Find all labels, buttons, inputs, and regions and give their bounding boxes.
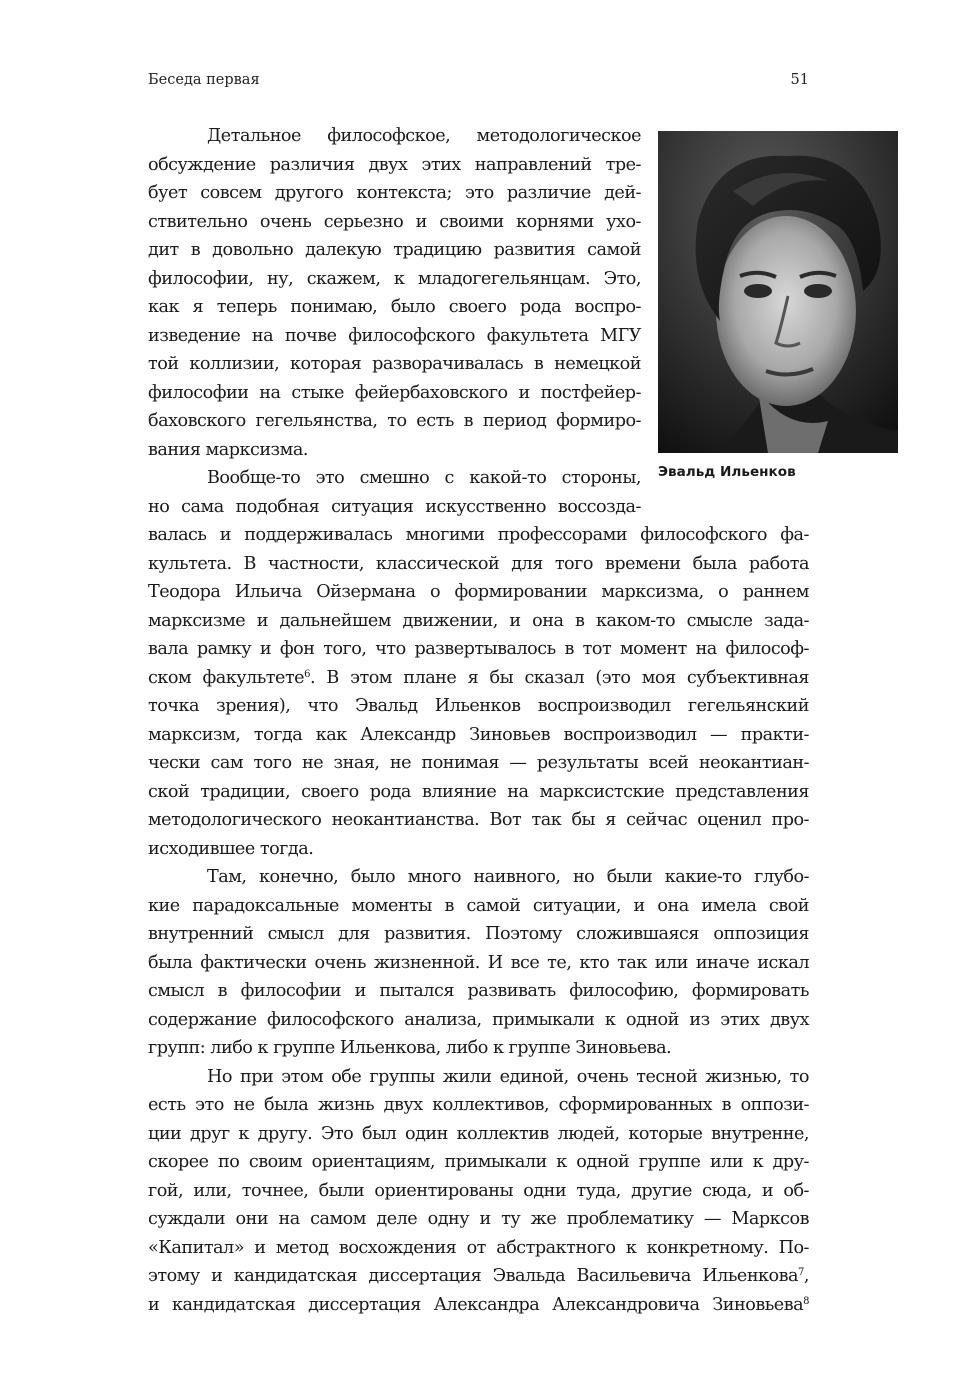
text-line: смысл в философии и пытался развивать философию, формировать bbox=[148, 981, 809, 1001]
text-line: валась и поддерживалась многими профессорами философского фа- bbox=[148, 525, 809, 545]
text-line: но сама подобная ситуация искусственно воссозда- bbox=[148, 497, 641, 517]
text-line: вала рамку и фон того, что развертывалось в тот момент на философ- bbox=[148, 639, 809, 659]
footnote-ref[interactable]: 6 bbox=[304, 669, 310, 680]
running-head bbox=[148, 72, 809, 94]
text-line: философии на стыке фейербаховского и постфейер- bbox=[148, 383, 641, 403]
portrait-photo bbox=[658, 131, 898, 453]
text-line: дит в довольно далекую традицию развития самой bbox=[148, 240, 641, 260]
text-line: чески сам того не зная, не понимая — результаты всей неокантиан- bbox=[148, 753, 809, 773]
text-line: Там, конечно, было много наивного, но были какие-то глубо- bbox=[207, 867, 809, 887]
text-line: «Капитал» и метод восхождения от абстрактного к конкретному. По- bbox=[148, 1238, 809, 1258]
text-line: гой, или, точнее, были ориентированы одни туда, другие сюда, и об- bbox=[148, 1181, 809, 1201]
text-line: ствительно очень серьезно и своими корнями ухо- bbox=[148, 212, 641, 232]
footnote-ref[interactable]: 8 bbox=[803, 1296, 809, 1307]
text-line: Но при этом обе группы жили единой, очень тесной жизнью, то bbox=[207, 1067, 809, 1087]
text-line: исходившее тогда. bbox=[148, 839, 314, 859]
text-line: баховского гегельянства, то есть в период формиро- bbox=[148, 411, 641, 431]
text-line: обсуждение различия двух этих направлений тре- bbox=[148, 155, 641, 175]
running-head-title: Беседа первая bbox=[148, 72, 260, 88]
text-line: Детальное философское, методологическое bbox=[207, 126, 641, 146]
text-line: той коллизии, которая разворачивалась в немецкой bbox=[148, 354, 641, 374]
text-line: Теодора Ильича Ойзермана о формировании марксизма, о раннем bbox=[148, 582, 809, 602]
text-line: культета. В частности, классической для того времени была работа bbox=[148, 554, 809, 574]
photo-caption: Эвальд Ильенков bbox=[658, 464, 796, 480]
text-line: изведение на почве философского факультета МГУ bbox=[148, 326, 641, 346]
text-line: философии, ну, скажем, к младогегельянцам. Это, bbox=[148, 269, 641, 289]
text-line: марксизм, тогда как Александр Зиновьев воспроизводил — практи- bbox=[148, 725, 809, 745]
text-line: внутренний смысл для развития. Поэтому сложившаяся оппозиция bbox=[148, 924, 809, 944]
text-line: есть это не была жизнь двух коллективов, сформированных в оппози- bbox=[148, 1095, 809, 1115]
text-line: ции друг к другу. Это был один коллектив людей, которые внутренне, bbox=[148, 1124, 809, 1144]
text-line: марксизме и дальнейшем движении, и она в каком-то смысле зада- bbox=[148, 611, 809, 631]
text-line: вания марксизма. bbox=[148, 440, 308, 460]
text-line: как я теперь понимаю, было своего рода воспро- bbox=[148, 297, 641, 317]
text-line: суждали они на самом деле одну и ту же проблематику — Марксов bbox=[148, 1209, 809, 1229]
figure bbox=[658, 131, 898, 480]
text-line: ской традиции, своего рода влияние на марксистские представления bbox=[148, 782, 809, 802]
text-line: этому и кандидатская диссертация Эвальда Васильевича Ильенкова$^7$, bbox=[148, 1266, 809, 1286]
text-line: методологического неокантианства. Вот так бы я сейчас оценил про- bbox=[148, 810, 809, 830]
text-line: и кандидатская диссертация Александра Александровича Зиновьева$^8$ bbox=[148, 1295, 809, 1315]
text-line: ском факультете$^6$. В этом плане я бы сказал (это моя субъективная bbox=[148, 668, 809, 688]
text-line: кие парадоксальные моменты в самой ситуации, и она имела свой bbox=[148, 896, 809, 916]
text-line: точка зрения), что Эвальд Ильенков воспроизводил гегельянский bbox=[148, 696, 809, 716]
text-line: бует совсем другого контекста; это различие дей- bbox=[148, 183, 641, 203]
page-number: 51 bbox=[790, 72, 809, 88]
text-line: была фактически очень жизненной. И все те, кто так или иначе искал bbox=[148, 953, 809, 973]
text-line: содержание философского анализа, примыкали к одной из этих двух bbox=[148, 1010, 809, 1030]
text-line: групп: либо к группе Ильенкова, либо к группе Зиновьева. bbox=[148, 1038, 672, 1058]
footnote-ref[interactable]: 7 bbox=[798, 1267, 804, 1278]
text-line: скорее по своим ориентациям, примыкали к одной группе или к дру- bbox=[148, 1152, 809, 1172]
text-line: Вообще-то это смешно с какой-то стороны, bbox=[207, 468, 641, 488]
